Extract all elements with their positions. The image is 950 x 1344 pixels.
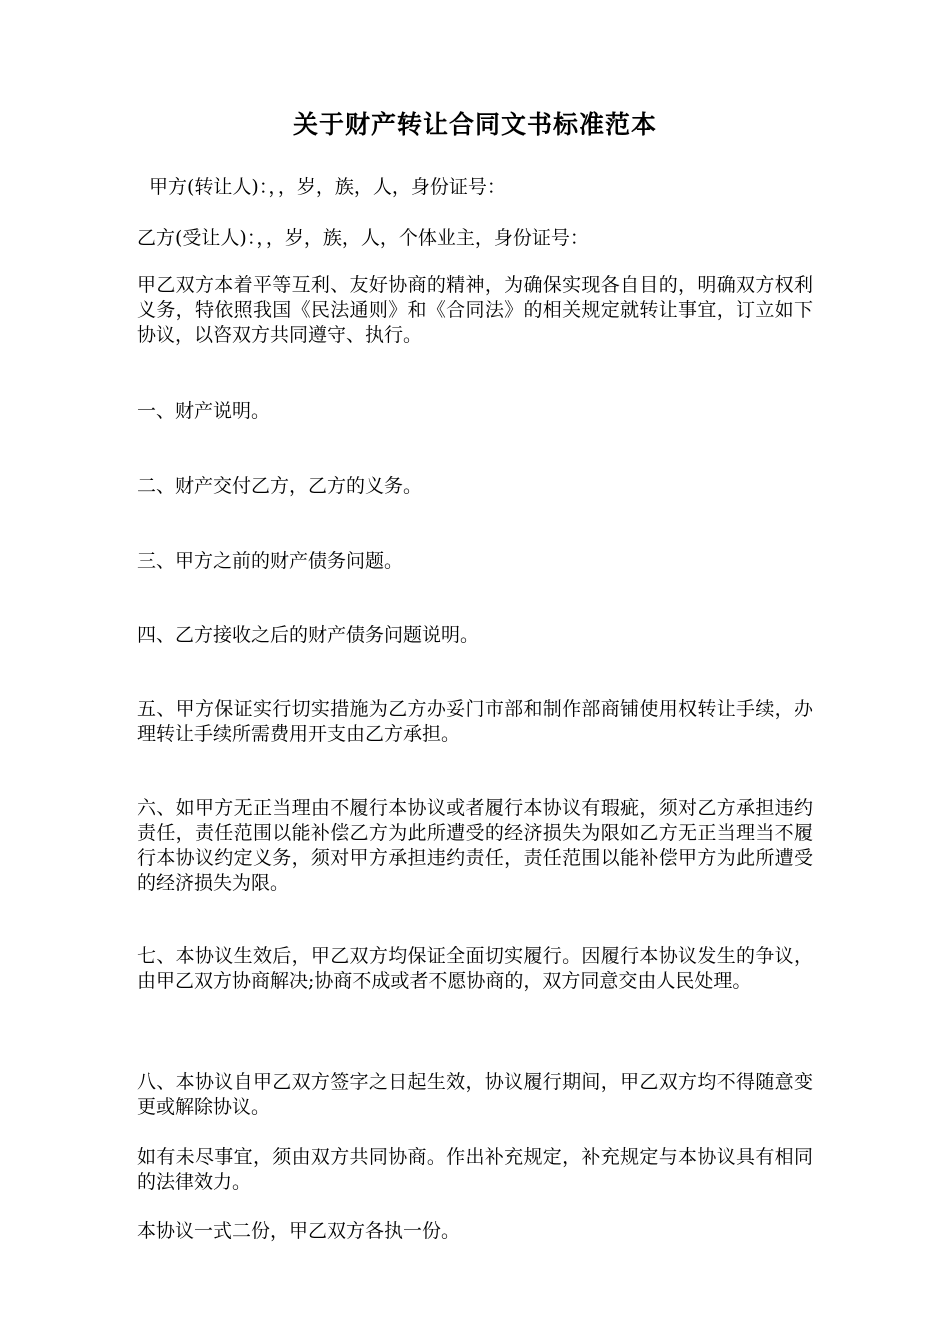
clause-7: 七、本协议生效后，甲乙双方均保证全面切实履行。因履行本协议发生的争议，由甲乙双方协商解决;协商不成或者不愿协商的，双方同意交由人民处理。	[137, 945, 813, 992]
clause-6: 六、如甲方无正当理由不履行本协议或者履行本协议有瑕疵，须对乙方承担违约责任，责任范围以能补偿乙方为此所遭受的经济损失为限如乙方无正当理当不履行本协议约定义务，须对甲方承担违约责任，责任范围以能补偿甲方为此所遭受的经济损失为限。	[137, 797, 813, 894]
party-a-line: 甲方(转让人)：，，岁，族，人，身份证号：	[149, 176, 506, 198]
clause-8: 八、本协议自甲乙双方签字之日起生效，协议履行期间，甲乙双方均不得随意变更或解除协议。	[137, 1071, 813, 1118]
clause-1: 一、财产说明。	[137, 400, 271, 422]
clause-5: 五、甲方保证实行切实措施为乙方办妥门市部和制作部商铺使用权转让手续，办理转让手续所需费用开支由乙方承担。	[137, 698, 813, 745]
clause-3: 三、甲方之前的财产债务问题。	[137, 550, 404, 572]
clause-4: 四、乙方接收之后的财产债务问题说明。	[137, 624, 480, 646]
copies-paragraph: 本协议一式二份，甲乙双方各执一份。	[137, 1220, 461, 1242]
party-b-line: 乙方(受让人)：，，岁，族，人，个体业主，身份证号：	[137, 227, 589, 249]
supplement-paragraph: 如有未尽事宜，须由双方共同协商。作出补充规定，补充规定与本协议具有相同的法律效力。	[137, 1146, 813, 1193]
preamble-paragraph: 甲乙双方本着平等互利、友好协商的精神，为确保实现各自目的，明确双方权利义务，特依照我国《民法通则》和《合同法》的相关规定就转让事宜，订立如下协议，以咨双方共同遵守、执行。	[137, 274, 813, 346]
document-title: 关于财产转让合同文书标准范本	[292, 110, 657, 139]
clause-2: 二、财产交付乙方，乙方的义务。	[137, 475, 423, 497]
